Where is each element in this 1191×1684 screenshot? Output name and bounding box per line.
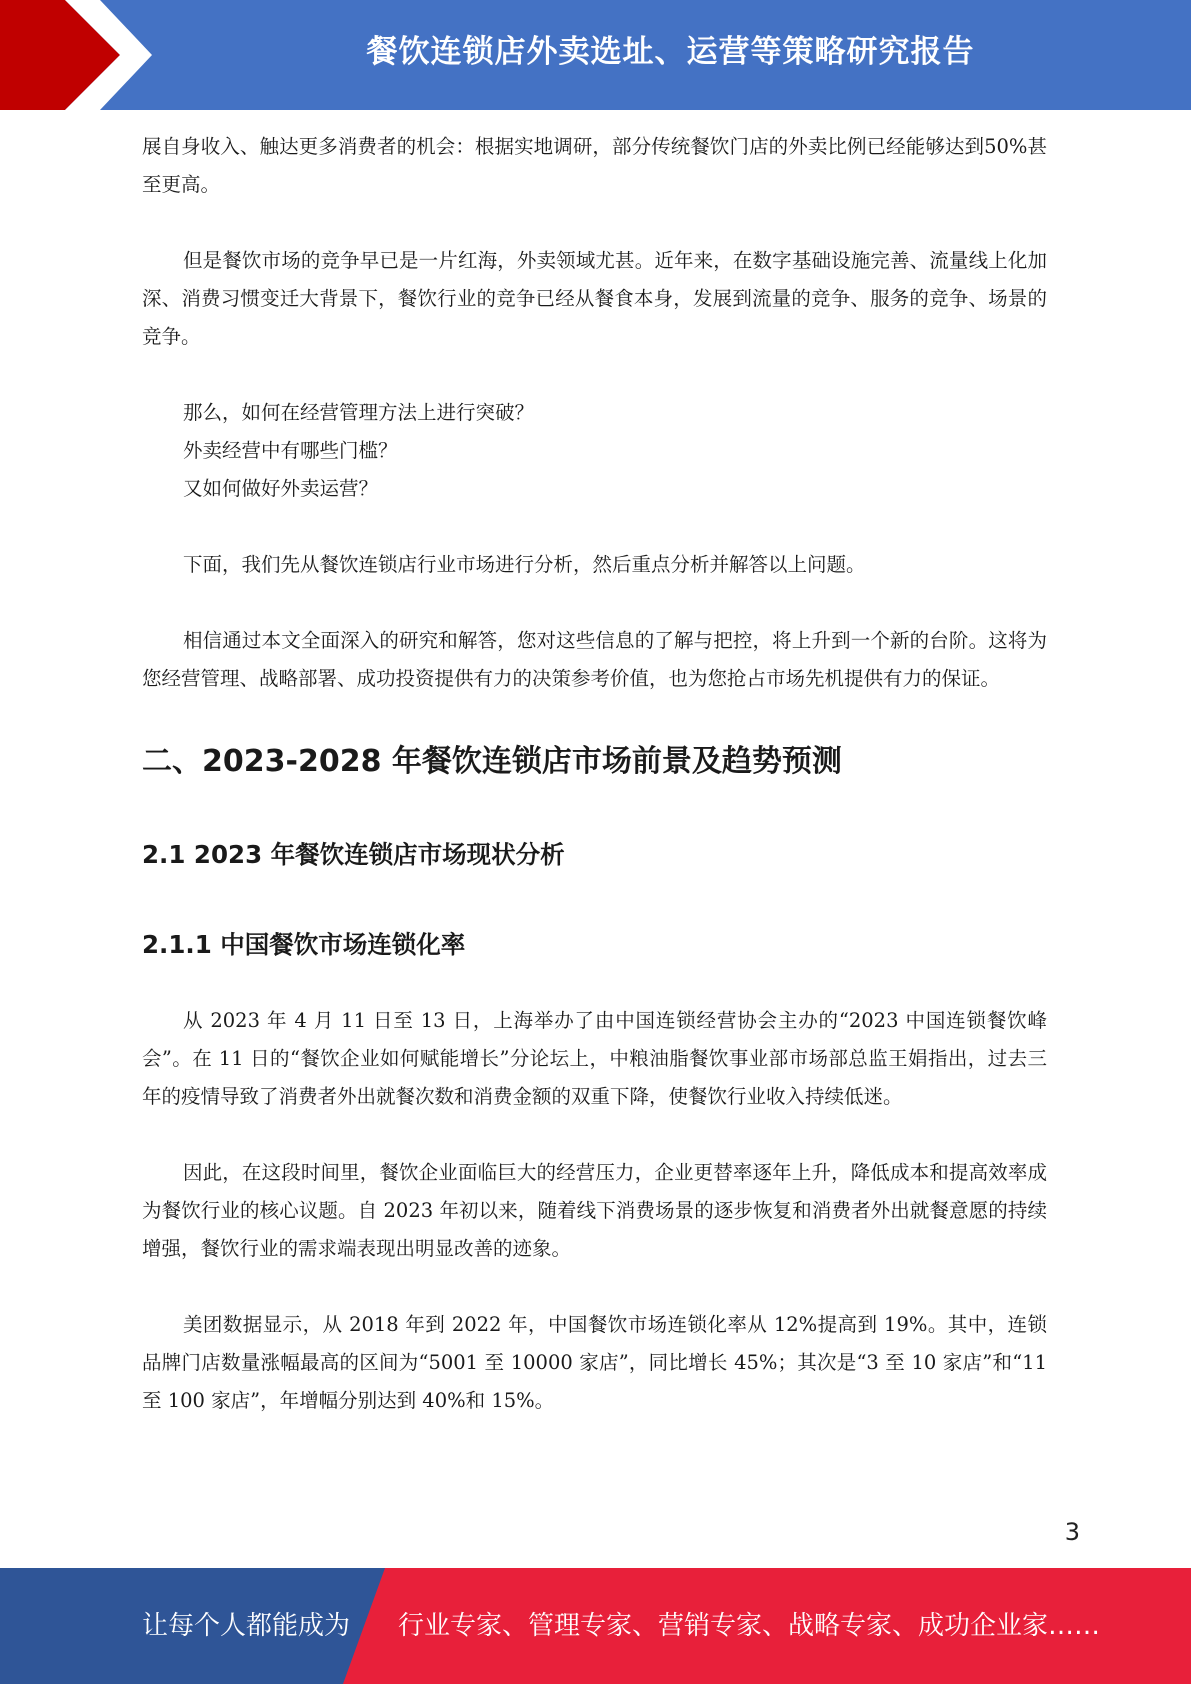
page-header [0, 0, 1191, 110]
page-number: 3 [1064, 1518, 1080, 1546]
page-footer [0, 1568, 1191, 1684]
question-line: 外卖经营中有哪些门槛？ [183, 439, 398, 462]
document-body [142, 128, 1047, 1420]
paragraph: 相信通过本文全面深入的研究和解答，您对这些信息的了解与把控，将上升到一个新的台阶。这将为您经营管理、战略部署、成功投资提供有力的决策参考价值，也为您抢占市场先机提供有力的保证。 [142, 629, 1047, 690]
question-line: 那么，如何在经营管理方法上进行突破？ [183, 401, 535, 424]
header-arrow-decoration [0, 0, 160, 110]
footer-slogan-right: 行业专家、管理专家、营销专家、战略专家、成功企业家…… [398, 1611, 1101, 1641]
section-heading: 二、2023-2028 年餐饮连锁店市场前景及趋势预测 [142, 744, 842, 779]
header-title: 餐饮连锁店外卖选址、运营等策略研究报告 [366, 34, 975, 70]
subsubsection-heading: 2.1.1 中国餐饮市场连锁化率 [142, 930, 466, 959]
paragraph: 因此，在这段时间里，餐饮企业面临巨大的经营压力，企业更替率逐年上升，降低成本和提高效率成为餐饮行业的核心议题。自 2023 年初以来，随着线下消费场景的逐步恢复和消费者外出就餐意愿的持续增强，餐饮行业的需求端表现出明显改善的迹象。 [142, 1161, 1047, 1260]
footer-slogan-left: 让每个人都能成为 [142, 1611, 351, 1641]
paragraph: 但是餐饮市场的竞争早已是一片红海，外卖领域尤甚。近年来，在数字基础设施完善、流量线上化加深、消费习惯变迁大背景下，餐饮行业的竞争已经从餐食本身，发展到流量的竞争、服务的竞争、场景的竞争。 [142, 249, 1047, 348]
question-line: 又如何做好外卖运营？ [183, 477, 379, 500]
paragraph: 美团数据显示，从 2018 年到 2022 年，中国餐饮市场连锁化率从 12%提高到 19%。其中，连锁品牌门店数量涨幅最高的区间为“5001 至 10000 家店”，同比增长 45%；其次是“3 至 10 家店”和“11 至 100 家店”，年增幅分别达到 40%和 15%。 [142, 1313, 1047, 1412]
paragraph: 下面，我们先从餐饮连锁店行业市场进行分析，然后重点分析并解答以上问题。 [183, 553, 866, 576]
subsection-heading: 2.1 2023 年餐饮连锁店市场现状分析 [142, 840, 565, 869]
paragraph: 从 2023 年 4 月 11 日至 13 日，上海举办了由中国连锁经营协会主办的“2023 中国连锁餐饮峰会”。在 11 日的“餐饮企业如何赋能增长”分论坛上，中粮油脂餐饮事业部市场部总监王娟指出，过去三年的疫情导致了消费者外出就餐次数和消费金额的双重下降，使餐饮行业收入持续低迷。 [142, 1009, 1047, 1108]
paragraph: 展自身收入、触达更多消费者的机会：根据实地调研，部分传统餐饮门店的外卖比例已经能够达到50%甚至更高。 [142, 135, 1047, 196]
